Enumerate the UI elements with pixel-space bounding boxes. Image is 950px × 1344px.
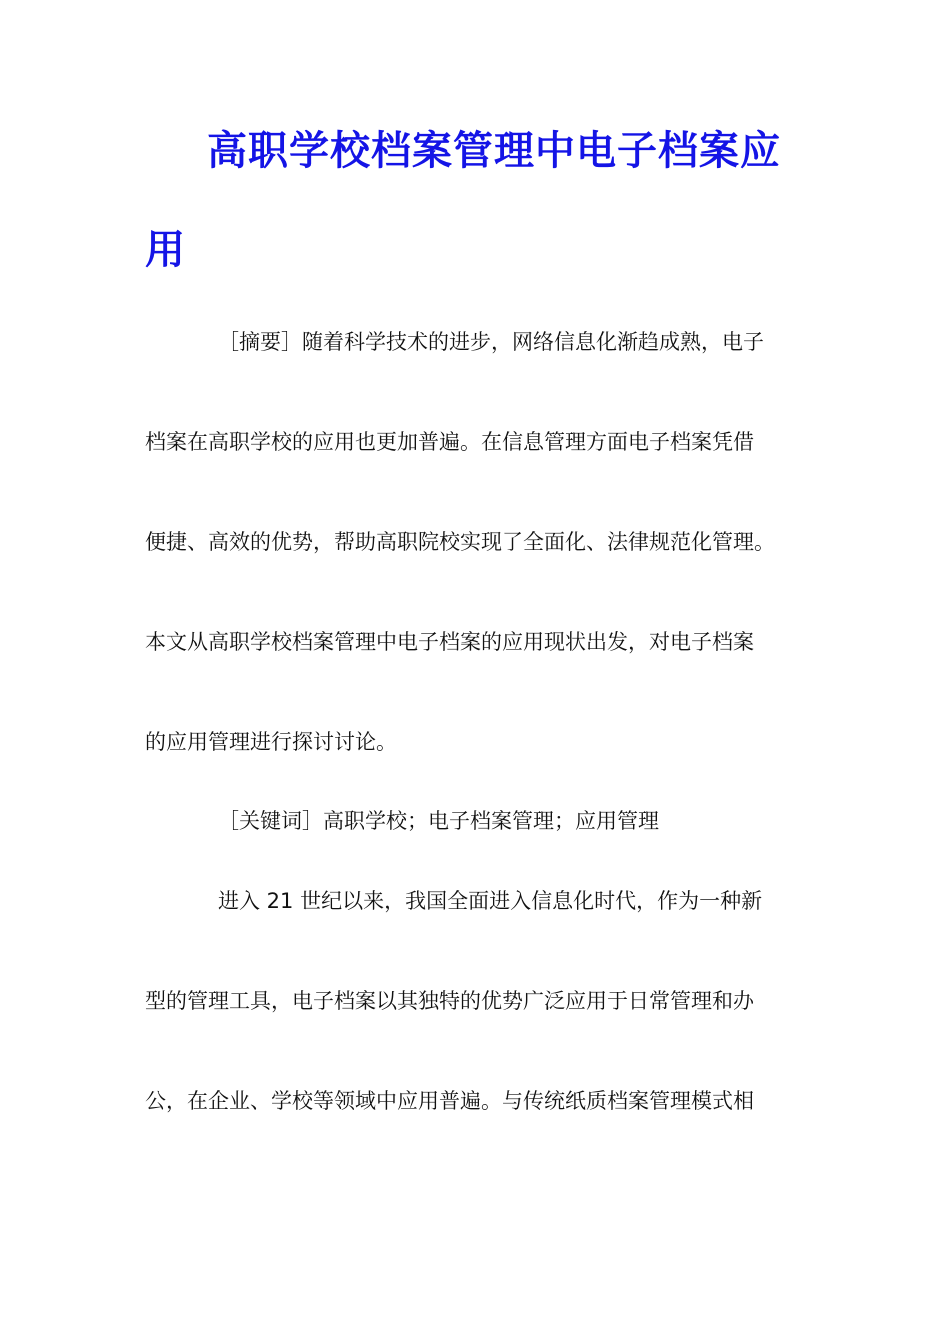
body-line-2: 型的管理工具，电子档案以其独特的优势广泛应用于日常管理和办 [145, 989, 754, 1013]
abstract-line-5: 的应用管理进行探讨讨论。 [145, 730, 397, 754]
abstract-line-2: 档案在高职学校的应用也更加普遍。在信息管理方面电子档案凭借 [145, 430, 754, 454]
abstract-line-4: 本文从高职学校档案管理中电子档案的应用现状出发，对电子档案 [145, 630, 754, 654]
document-title-line-2: 用 [145, 226, 185, 273]
document-title-line-1: 高职学校档案管理中电子档案应 [207, 127, 781, 174]
keywords-line: ［关键词］高职学校；电子档案管理；应用管理 [218, 809, 659, 833]
body-line-3: 公，在企业、学校等领域中应用普遍。与传统纸质档案管理模式相 [145, 1089, 754, 1113]
abstract-line-3: 便捷、高效的优势，帮助高职院校实现了全面化、法律规范化管理。 [145, 530, 775, 554]
abstract-line-1: ［摘要］随着科学技术的进步，网络信息化渐趋成熟，电子 [218, 330, 764, 354]
body-line-1: 进入 21 世纪以来，我国全面进入信息化时代，作为一种新 [218, 889, 763, 913]
